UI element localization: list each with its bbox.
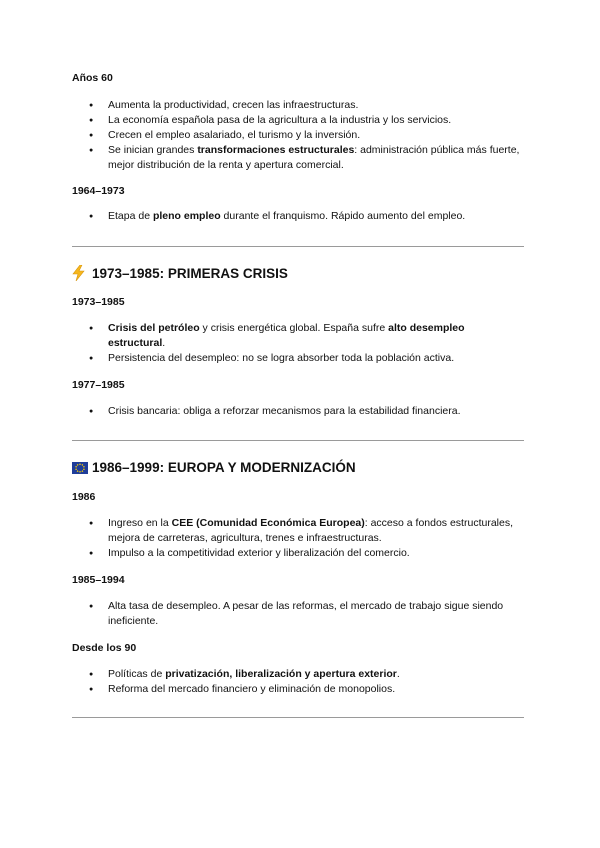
list-item: ● Ingreso en la CEE (Comunidad Económica Europea): acceso a fondos estructurales, mejora de carreteras, agricultura, trenes e infraestructuras. [72,516,524,546]
section-title-primeras-crisis [72,265,288,281]
subheading-1977-1985: 1977–1985 [72,379,125,391]
list-item: ● Políticas de privatización, liberalización y apertura exterior. [72,667,524,682]
divider [72,717,524,718]
subheading-desde-los-90: Desde los 90 [72,642,137,654]
subheading-1986: 1986 [72,491,96,503]
lightning-bolt-icon [72,265,88,281]
eu-flag-icon [72,462,88,474]
list-item: ● La economía española pasa de la agricultura a la industria y los servicios. [72,113,524,128]
bold-text: transformaciones estructurales [197,144,355,156]
list-item: ● Aumenta la productividad, crecen las infraestructuras. [72,98,524,113]
list-item: ● Alta tasa de desempleo. A pesar de las reformas, el mercado de trabajo sigue siendo ineficiente. [72,599,524,629]
section-title-europa-modernizacion [72,460,356,475]
subheading-anos-60: Años 60 [72,72,113,84]
bold-text: CEE (Comunidad Económica Europea) [171,517,365,529]
list-item: ● Persistencia del desempleo: no se logra absorber toda la población activa. [72,351,524,366]
bold-text: Crisis del petróleo [108,322,200,334]
section-title-text: 1973–1985: PRIMERAS CRISIS [92,265,288,281]
subheading-1964-1973: 1964–1973 [72,185,125,197]
bullet-list [72,404,524,419]
divider [72,440,524,441]
bullet-list [72,209,524,224]
divider [72,246,524,247]
list-item: ● Reforma del mercado financiero y eliminación de monopolios. [72,682,524,697]
bullet-list [72,321,524,366]
bullet-list [72,516,524,561]
list-item: ● Crecen el empleo asalariado, el turismo y la inversión. [72,128,524,143]
list-item: ● Se inician grandes transformaciones estructurales: administración pública más fuerte, mejor distribución de la renta y apertura comercial. [72,143,524,173]
bullet-list [72,98,524,173]
bold-text: alto desempleo estructural [108,322,465,349]
subheading-1985-1994: 1985–1994 [72,574,125,586]
section-title-text: 1986–1999: EUROPA Y MODERNIZACIÓN [92,460,356,475]
list-item: ● Crisis bancaria: obliga a reforzar mecanismos para la estabilidad financiera. [72,404,524,419]
bullet-list [72,667,524,697]
bold-text: privatización, liberalización y apertura exterior [165,668,397,680]
list-item: ● Etapa de pleno empleo durante el franquismo. Rápido aumento del empleo. [72,209,524,224]
bold-text: pleno empleo [152,210,221,222]
subheading-1973-1985: 1973–1985 [72,296,125,308]
list-item: ● Impulso a la competitividad exterior y liberalización del comercio. [72,546,524,561]
bullet-list [72,599,524,629]
list-item: ● Crisis del petróleo y crisis energética global. España sufre alto desempleo estructural. [72,321,524,351]
